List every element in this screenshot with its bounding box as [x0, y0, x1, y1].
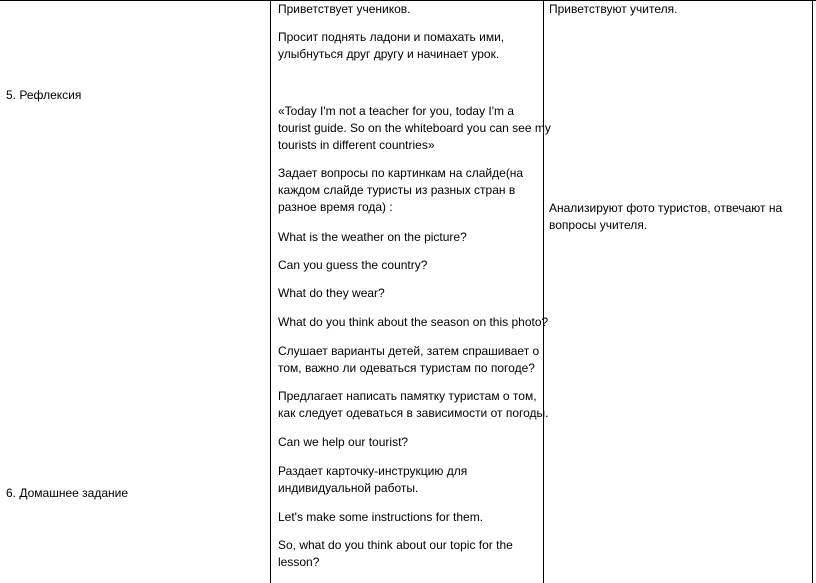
student-line: Приветствуют учителя. — [549, 2, 678, 16]
student-line: Анализируют фото туристов, отвечают на — [549, 201, 783, 215]
teacher-line: Задает вопросы по картинкам на слайде(на — [278, 166, 524, 180]
column-divider-3 — [812, 0, 813, 583]
teacher-line: Приветствует учеников. — [278, 2, 411, 16]
teacher-line: Слушает варианты детей, затем спрашивает о — [278, 344, 540, 358]
teacher-line: tourists in different countries» — [278, 138, 435, 152]
teacher-line: tourist guide. So on the whiteboard you can see my — [278, 121, 551, 135]
student-line: вопросы учителя. — [549, 218, 648, 232]
teacher-line: Раздает карточку-инструкцию для — [278, 464, 468, 478]
teacher-line: каждом слайде туристы из разных стран в — [278, 183, 516, 197]
teacher-line: What do they wear? — [278, 286, 385, 300]
teacher-line: Предлагает написать памятку туристам о том, — [278, 389, 537, 403]
teacher-line: What do you think about the season on this photo? — [278, 315, 549, 329]
teacher-line: Let's make some instructions for them. — [278, 510, 484, 524]
stage-label-reflection: 5. Рефлексия — [6, 88, 82, 102]
teacher-line: So, what do you think about our topic for the — [278, 538, 513, 552]
teacher-line: What is the weather on the picture? — [278, 230, 467, 244]
teacher-line: Can you guess the country? — [278, 258, 428, 272]
column-divider-2 — [543, 0, 544, 583]
teacher-line: Просит поднять ладони и помахать ими, — [278, 30, 505, 44]
teacher-line: разное время года) : — [278, 200, 393, 214]
teacher-line: «Today I'm not a teacher for you, today I'm a — [278, 104, 515, 118]
teacher-line: как следует одеваться в зависимости от погоды. — [278, 406, 549, 420]
column-divider-1 — [270, 0, 271, 583]
stage-label-homework: 6. Домашнее задание — [6, 486, 128, 500]
teacher-line: lesson? — [278, 555, 320, 569]
teacher-line: Can we help our tourist? — [278, 435, 409, 449]
teacher-line: индивидуальной работы. — [278, 481, 419, 495]
teacher-line: улыбнуться друг другу и начинает урок. — [278, 47, 500, 61]
teacher-line: том, важно ли одеваться туристам по погоде? — [278, 361, 535, 375]
